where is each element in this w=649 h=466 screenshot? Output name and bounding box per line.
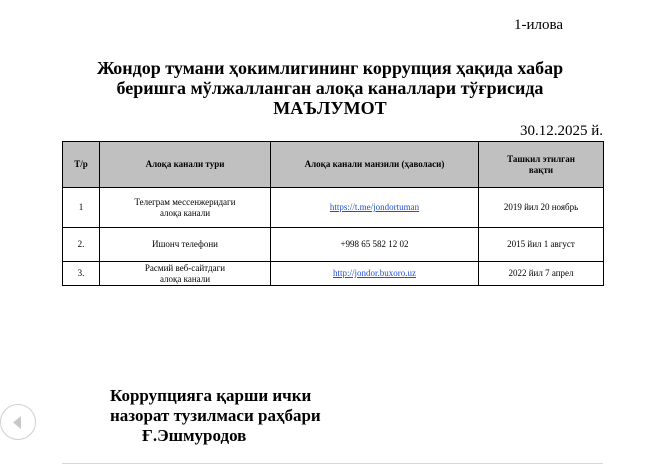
telegram-link[interactable]: https://t.me/jondortuman bbox=[329, 202, 420, 212]
channels-table bbox=[62, 141, 604, 286]
header-established bbox=[479, 142, 604, 188]
title-line-3: МАЪЛУМОТ bbox=[273, 98, 387, 118]
row-address bbox=[271, 188, 479, 228]
header-num: Т/р bbox=[63, 142, 100, 188]
row-num: 2. bbox=[63, 228, 100, 262]
table-header-row bbox=[63, 142, 604, 188]
table-row bbox=[63, 262, 604, 286]
header-established-line-2: вақти bbox=[528, 164, 554, 175]
row-address bbox=[271, 262, 479, 286]
document-title bbox=[60, 58, 600, 118]
title-line-2: беришга мўлжалланган алоқа каналлари тўғрисида bbox=[116, 78, 544, 98]
table-row bbox=[63, 188, 604, 228]
row-type-line-2: алоқа канали bbox=[159, 273, 211, 284]
website-link[interactable]: http://jondor.buxoro.uz bbox=[333, 268, 416, 278]
row-type-line-2: алоқа канали bbox=[159, 207, 211, 218]
page-divider bbox=[62, 463, 603, 464]
previous-page-button[interactable] bbox=[0, 404, 36, 440]
row-num: 3. bbox=[63, 262, 100, 286]
title-line-1: Жондор тумани ҳокимлигининг коррупция ҳақида хабар bbox=[96, 58, 564, 78]
signature-block bbox=[110, 386, 321, 446]
row-type bbox=[100, 228, 271, 262]
row-type-line-1: Расмий веб-сайтдаги bbox=[144, 262, 226, 273]
header-established-line-1: Ташкил этилган bbox=[507, 153, 575, 164]
table-row bbox=[63, 228, 604, 262]
document-date: 30.12.2025 й. bbox=[519, 123, 603, 139]
signature-position-line-1: Коррупцияга қарши ички bbox=[110, 386, 312, 405]
row-address: +998 65 582 12 02 bbox=[271, 228, 479, 262]
row-established: 2022 йил 7 апрел bbox=[479, 262, 604, 286]
row-type-line-1: Телеграм мессенжеридаги bbox=[134, 196, 236, 207]
row-type bbox=[100, 262, 271, 286]
row-type bbox=[100, 188, 271, 228]
signatory-name: Ғ.Эшмуродов bbox=[142, 426, 247, 445]
appendix-label: 1-илова bbox=[514, 17, 564, 33]
signature-position-line-2: назорат тузилмаси раҳбари bbox=[110, 406, 321, 425]
row-num: 1 bbox=[63, 188, 100, 228]
row-established: 2015 йил 1 август bbox=[479, 228, 604, 262]
row-established: 2019 йил 20 ноябрь bbox=[479, 188, 604, 228]
header-type: Алоқа канали тури bbox=[100, 142, 271, 188]
row-type-line-1: Ишонч телефони bbox=[151, 239, 218, 249]
header-address: Алоқа канали манзили (ҳаволаси) bbox=[271, 142, 479, 188]
